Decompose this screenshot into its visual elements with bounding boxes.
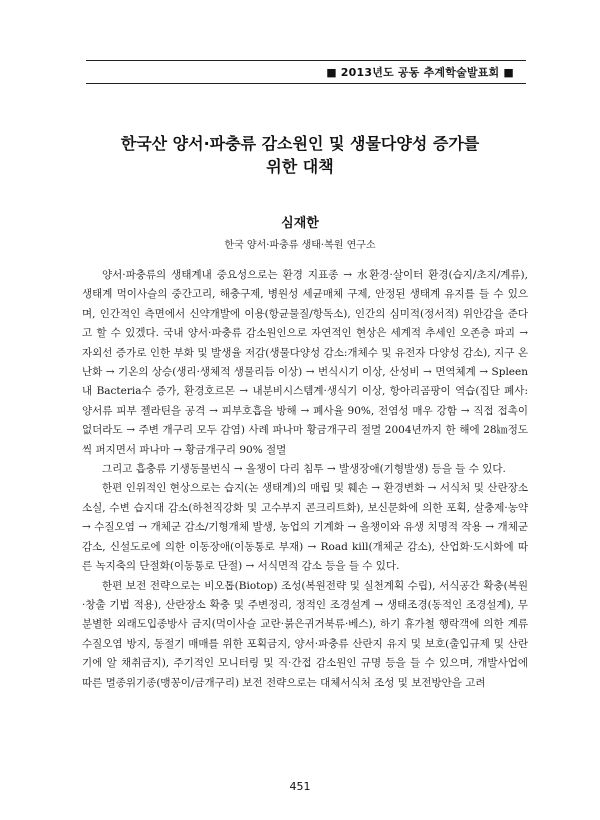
title-line-2: 위한 대책: [266, 157, 334, 176]
running-header: [86, 60, 526, 84]
paragraph: 양서·파충류의 생태계내 중요성으로는 환경 지표종 → 水환경·살이터 환경(습지/초지/계류), 생태계 먹이사슬의 중간고리, 해충구제, 병원성 세균매체 구제, 안정된 생태계 유지를 들 수 있으며, 인간적인 측면에서 신약개발에 이용(항균물질/항독소), 인간의 심미적(정서적) 위안감을 준다고 할 수 있겠다. 국내 양서·파충류 감소원인으로 자연적인 현상은 세계적 추세인 오존층 파괴 → 자외선 증가로 인한 부화 및 발생율 저감(생물다양성 감소:개체수 및 유전자 다양성 감소), 지구 온난화 → 기온의 상승(생리·생체적 생물리듬 이상) → 번식시기 이상, 산성비 → 면역체계 → Spleen내 Bacteria수 증가, 환경호르몬 → 내분비시스템계·생식기 이상, 항아리곰팡이 역습(집단 폐사:양서류 피부 젤라틴을 공격 → 피부호흡을 방해 → 폐사율 90%, 전염성 매우 강함 → 직접 접촉이 없더라도 → 주변 개구리 모두 감염) 사례 파나마 황금개구리 절멸 2004년까지 한 해에 28㎞정도씩 퍼지면서 파나마 → 황금개구리 90% 절멸: [82, 269, 528, 456]
title-line-1: 한국산 양서·파충류 감소원인 및 생물다양성 증가를: [120, 134, 480, 153]
paper-title: [80, 132, 520, 178]
paragraph: 그리고 흡충류 기생동물번식 → 올챙이 다리 침투 → 발생장애(기형발생) 등을 들 수 있다.: [102, 463, 506, 476]
author-affiliation: 한국 양서·파충류 생태·복원 연구소: [224, 240, 376, 251]
page-number: 451: [289, 780, 311, 793]
body-text: [82, 266, 528, 693]
paragraph: 한편 인위적인 현상으로는 습지(논 생태계)의 매립 및 훼손 → 환경변화 → 서식처 및 산란장소 소실, 수변 습지대 감소(하천직강화 및 고수부지 콘크리트화), 보신문화에 의한 포획, 살충제·농약 → 수질오염 → 개체군 감소/기형개체 발생, 농업의 기계화 → 올챙이와 유생 치명적 작용 → 개체군 감소, 신설도로에 의한 이동장애(이동통로 부재) → Road kill(개체군 감소), 산업화·도시화에 따른 녹지축의 단절화(이동통로 단절) → 서식면적 감소 등을 들 수 있다.: [82, 482, 528, 573]
author-name: 심재한: [281, 216, 319, 231]
header-text: ■ 2013년도 공동 추계학술발표회 ■: [326, 66, 514, 79]
paragraph: 한편 보전 전략으로는 비오톱(Biotop) 조성(복원전략 및 실천계획 수립), 서식공간 확충(복원·창출 기법 적용), 산란장소 확충 및 주변정리, 정적인 조경설계 → 생태조경(동적인 조경설계), 무분별한 외래도입종방사 금지(먹이사슬 교란·붉은귀거북류·베스), 하기 휴가철 행락객에 의한 계류 수질오염 방지, 동절기 매매를 위한 포획금지, 양서·파충류 산란지 유지 및 보호(출입규제 및 산란기에 알 채취금지), 주기적인 모니터링 및 직·간접 감소원인 규명 등을 들 수 있으며, 개발사업에 따른 멸종위기종(맹꽁이/금개구리) 보전 전략으로는 대체서식처 조성 및 보전방안을 고려: [82, 579, 528, 689]
